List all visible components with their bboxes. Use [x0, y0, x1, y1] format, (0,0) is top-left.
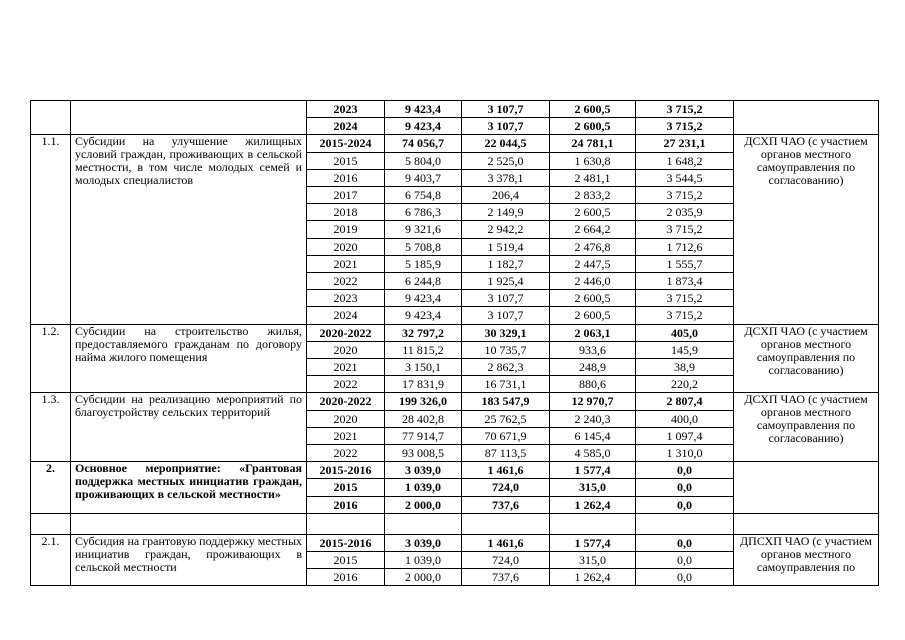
federal-cell: 16 731,1: [462, 376, 550, 393]
item-title: Основное мероприятие: «Грантовая поддержка местных инициатив граждан, проживающих в сельской местности»: [71, 462, 307, 514]
federal-cell: 1 461,6: [462, 462, 550, 479]
federal-cell: 2 525,0: [462, 152, 550, 169]
total-cell: 28 402,8: [385, 410, 462, 427]
year-cell: 2021: [307, 255, 385, 272]
item-number: 2.: [31, 462, 71, 514]
total-cell: 5 185,9: [385, 255, 462, 272]
federal-cell: 3 107,7: [462, 101, 550, 118]
year-cell: 2022: [307, 376, 385, 393]
num-cell-empty: [31, 101, 71, 135]
federal-cell: 1 519,4: [462, 238, 550, 255]
year-cell: 2021: [307, 359, 385, 376]
local-cell: 1 648,2: [636, 152, 734, 169]
year-cell: 2015: [307, 479, 385, 496]
year-cell: 2024: [307, 307, 385, 324]
year-cell: 2022: [307, 445, 385, 462]
table-row: [31, 534, 879, 551]
local-cell: 1 555,7: [636, 255, 734, 272]
federal-cell: 2 942,2: [462, 221, 550, 238]
total-cell: 74 056,7: [385, 135, 462, 152]
regional-cell: 2 063,1: [550, 324, 636, 341]
spacer-cell: [734, 513, 879, 534]
regional-cell: 2 476,8: [550, 238, 636, 255]
local-cell: 405,0: [636, 324, 734, 341]
total-cell: 1 039,0: [385, 552, 462, 569]
local-cell: 3 544,5: [636, 169, 734, 186]
year-cell: 2020: [307, 410, 385, 427]
federal-cell: 206,4: [462, 187, 550, 204]
federal-cell: 737,6: [462, 496, 550, 513]
local-cell: 27 231,1: [636, 135, 734, 152]
item-number: 1.3.: [31, 393, 71, 462]
total-cell: 9 321,6: [385, 221, 462, 238]
regional-cell: 2 600,5: [550, 118, 636, 135]
local-cell: 0,0: [636, 496, 734, 513]
spacer-cell: [307, 513, 385, 534]
total-cell: 32 797,2: [385, 324, 462, 341]
responsible-cell: ДСХП ЧАО (с участием органов местного самоуправления по согласованию): [734, 393, 879, 462]
federal-cell: 183 547,9: [462, 393, 550, 410]
federal-cell: 1 461,6: [462, 534, 550, 551]
total-cell: 77 914,7: [385, 427, 462, 444]
spacer-cell: [385, 513, 462, 534]
year-cell: 2020: [307, 341, 385, 358]
local-cell: 400,0: [636, 410, 734, 427]
total-cell: 5 708,8: [385, 238, 462, 255]
item-title: Субсидии на строительство жилья, предоставляемого гражданам по договору найма жилого помещения: [71, 324, 307, 393]
responsible-cell: ДСХП ЧАО (с участием органов местного самоуправления по согласованию): [734, 135, 879, 324]
local-cell: 145,9: [636, 341, 734, 358]
federal-cell: 3 378,1: [462, 169, 550, 186]
federal-cell: 30 329,1: [462, 324, 550, 341]
year-cell: 2022: [307, 273, 385, 290]
local-cell: 1 712,6: [636, 238, 734, 255]
federal-cell: 25 762,5: [462, 410, 550, 427]
spacer-cell: [550, 513, 636, 534]
regional-cell: 933,6: [550, 341, 636, 358]
total-cell: 11 815,2: [385, 341, 462, 358]
regional-cell: 2 447,5: [550, 255, 636, 272]
table-row: [31, 324, 879, 341]
spacer-cell: [462, 513, 550, 534]
local-cell: 3 715,2: [636, 221, 734, 238]
local-cell: 1 097,4: [636, 427, 734, 444]
year-cell: 2020-2022: [307, 393, 385, 410]
regional-cell: 2 446,0: [550, 273, 636, 290]
table-row: [31, 101, 879, 118]
total-cell: 6 786,3: [385, 204, 462, 221]
local-cell: 0,0: [636, 552, 734, 569]
local-cell: 0,0: [636, 479, 734, 496]
regional-cell: 248,9: [550, 359, 636, 376]
year-cell: 2023: [307, 290, 385, 307]
regional-cell: 24 781,1: [550, 135, 636, 152]
federal-cell: 3 107,7: [462, 290, 550, 307]
table-row: [31, 462, 879, 479]
item-number: 1.1.: [31, 135, 71, 324]
federal-cell: 2 862,3: [462, 359, 550, 376]
year-cell: 2015: [307, 552, 385, 569]
regional-cell: 880,6: [550, 376, 636, 393]
total-cell: 199 326,0: [385, 393, 462, 410]
regional-cell: 2 240,3: [550, 410, 636, 427]
table-row: [31, 393, 879, 410]
local-cell: 2 807,4: [636, 393, 734, 410]
year-cell: 2024: [307, 118, 385, 135]
spacer-cell: [31, 513, 71, 534]
federal-cell: 3 107,7: [462, 307, 550, 324]
local-cell: 3 715,2: [636, 307, 734, 324]
budget-table: [30, 100, 879, 586]
regional-cell: 2 481,1: [550, 169, 636, 186]
regional-cell: 1 262,4: [550, 496, 636, 513]
total-cell: 9 423,4: [385, 118, 462, 135]
year-cell: 2023: [307, 101, 385, 118]
local-cell: 3 715,2: [636, 187, 734, 204]
item-title: Субсидии на реализацию мероприятий по благоустройству сельских территорий: [71, 393, 307, 462]
spacer-cell: [636, 513, 734, 534]
regional-cell: 315,0: [550, 552, 636, 569]
regional-cell: 2 600,5: [550, 290, 636, 307]
item-title: Субсидия на грантовую поддержку местных инициатив граждан, проживающих в сельской местности: [71, 534, 307, 586]
regional-cell: 4 585,0: [550, 445, 636, 462]
regional-cell: 1 630,8: [550, 152, 636, 169]
regional-cell: 315,0: [550, 479, 636, 496]
spacer-row: [31, 513, 879, 534]
regional-cell: 2 600,5: [550, 307, 636, 324]
responsible-cell: [734, 462, 879, 514]
year-cell: 2021: [307, 427, 385, 444]
total-cell: 6 244,8: [385, 273, 462, 290]
federal-cell: 724,0: [462, 552, 550, 569]
local-cell: 38,9: [636, 359, 734, 376]
year-cell: 2015-2024: [307, 135, 385, 152]
total-cell: 3 150,1: [385, 359, 462, 376]
total-cell: 1 039,0: [385, 479, 462, 496]
local-cell: 3 715,2: [636, 290, 734, 307]
federal-cell: 87 113,5: [462, 445, 550, 462]
regional-cell: 1 262,4: [550, 569, 636, 586]
local-cell: 2 035,9: [636, 204, 734, 221]
year-cell: 2016: [307, 569, 385, 586]
local-cell: 0,0: [636, 462, 734, 479]
table-row: [31, 135, 879, 152]
total-cell: 2 000,0: [385, 569, 462, 586]
year-cell: 2019: [307, 221, 385, 238]
regional-cell: 1 577,4: [550, 462, 636, 479]
local-cell: 1 310,0: [636, 445, 734, 462]
local-cell: 1 873,4: [636, 273, 734, 290]
local-cell: 220,2: [636, 376, 734, 393]
year-cell: 2015-2016: [307, 462, 385, 479]
total-cell: 3 039,0: [385, 534, 462, 551]
year-cell: 2020-2022: [307, 324, 385, 341]
total-cell: 2 000,0: [385, 496, 462, 513]
total-cell: 9 403,7: [385, 169, 462, 186]
federal-cell: 2 149,9: [462, 204, 550, 221]
regional-cell: 6 145,4: [550, 427, 636, 444]
local-cell: 3 715,2: [636, 118, 734, 135]
federal-cell: 22 044,5: [462, 135, 550, 152]
year-cell: 2016: [307, 496, 385, 513]
responsible-cell-empty: [734, 101, 879, 135]
federal-cell: 724,0: [462, 479, 550, 496]
regional-cell: 2 664,2: [550, 221, 636, 238]
federal-cell: 1 182,7: [462, 255, 550, 272]
regional-cell: 2 600,5: [550, 204, 636, 221]
year-cell: 2015: [307, 152, 385, 169]
local-cell: 3 715,2: [636, 101, 734, 118]
regional-cell: 1 577,4: [550, 534, 636, 551]
total-cell: 9 423,4: [385, 307, 462, 324]
year-cell: 2017: [307, 187, 385, 204]
federal-cell: 3 107,7: [462, 118, 550, 135]
regional-cell: 2 833,2: [550, 187, 636, 204]
federal-cell: 737,6: [462, 569, 550, 586]
responsible-cell: ДПСХП ЧАО (с участием органов местного самоуправления по: [734, 534, 879, 586]
total-cell: 9 423,4: [385, 290, 462, 307]
item-number: 2.1.: [31, 534, 71, 586]
year-cell: 2018: [307, 204, 385, 221]
federal-cell: 1 925,4: [462, 273, 550, 290]
year-cell: 2020: [307, 238, 385, 255]
regional-cell: 12 970,7: [550, 393, 636, 410]
federal-cell: 70 671,9: [462, 427, 550, 444]
spacer-cell: [71, 513, 307, 534]
year-cell: 2016: [307, 169, 385, 186]
total-cell: 3 039,0: [385, 462, 462, 479]
total-cell: 9 423,4: [385, 101, 462, 118]
responsible-cell: ДСХП ЧАО (с участием органов местного самоуправления по согласованию): [734, 324, 879, 393]
total-cell: 6 754,8: [385, 187, 462, 204]
federal-cell: 10 735,7: [462, 341, 550, 358]
item-title: Субсидии на улучшение жилищных условий граждан, проживающих в сельской местности, в том числе молодых семей и молодых специалистов: [71, 135, 307, 324]
local-cell: 0,0: [636, 534, 734, 551]
year-cell: 2015-2016: [307, 534, 385, 551]
item-number: 1.2.: [31, 324, 71, 393]
regional-cell: 2 600,5: [550, 101, 636, 118]
title-cell-empty: [71, 101, 307, 135]
total-cell: 93 008,5: [385, 445, 462, 462]
local-cell: 0,0: [636, 569, 734, 586]
total-cell: 17 831,9: [385, 376, 462, 393]
total-cell: 5 804,0: [385, 152, 462, 169]
